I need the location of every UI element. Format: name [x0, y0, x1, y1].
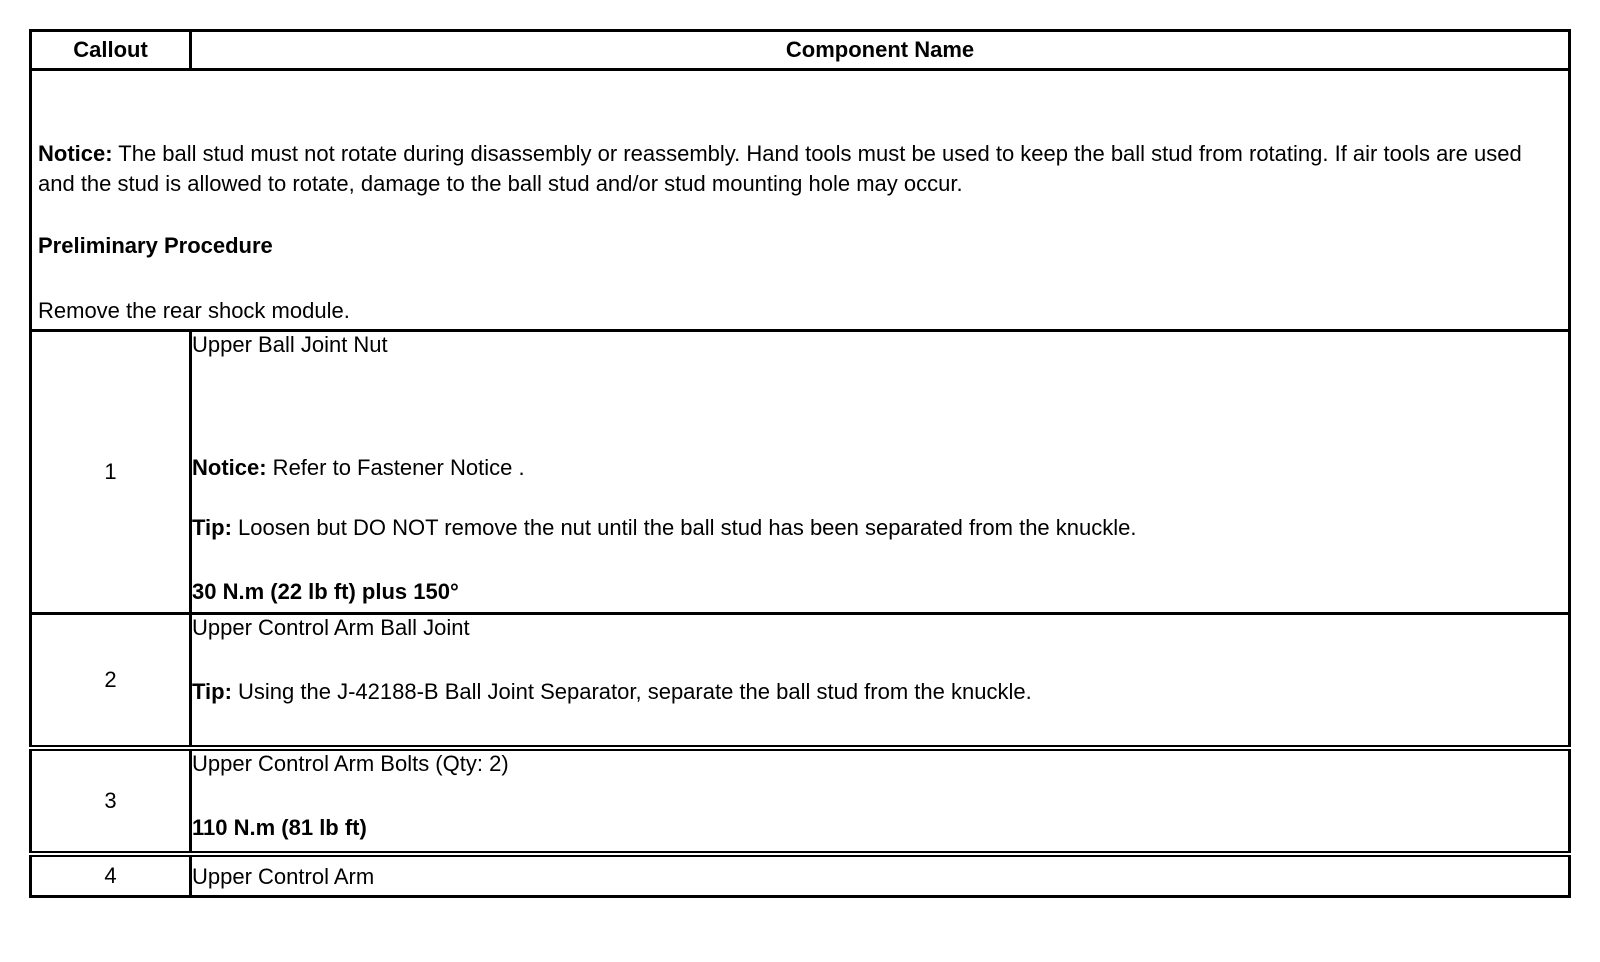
component-notice-label: Notice:	[192, 455, 267, 481]
component-notice	[192, 455, 1568, 481]
preliminary-procedure-text: Remove the rear shock module.	[38, 297, 350, 323]
torque-value: 110 N.m (81 lb ft)	[192, 815, 367, 841]
procedure-table	[29, 29, 1571, 898]
component-name: Upper Control Arm Ball Joint	[192, 615, 470, 640]
intro-row	[31, 70, 1570, 331]
table-row	[31, 748, 1570, 854]
component-name: Upper Ball Joint Nut	[192, 332, 388, 357]
torque-value: 30 N.m (22 lb ft) plus 150°	[192, 579, 459, 605]
callout-header: Callout	[31, 31, 191, 70]
callout-number: 3	[31, 748, 191, 854]
component-tip-text: Using the J-42188-B Ball Joint Separator, separate the ball stud from the knuckle.	[231, 679, 1032, 705]
component-cell	[191, 854, 1570, 897]
component-cell	[191, 331, 1570, 614]
intro-notice-text: The ball stud must not rotate during disassembly or reassembly. Hand tools must be used to keep the ball stud from rotating. If air tools are used and the stud is allowed to rotate, damage to the ball stud and/or stud mounting hole may occur.	[38, 141, 1522, 197]
intro-notice	[38, 139, 1562, 199]
component-cell	[191, 748, 1570, 854]
table-row	[31, 854, 1570, 897]
torque-spec	[192, 815, 1568, 841]
component-tip	[192, 679, 1568, 705]
intro-cell	[31, 70, 1570, 331]
component-name: Upper Control Arm Bolts (Qty: 2)	[192, 751, 509, 776]
component-tip-text: Loosen but DO NOT remove the nut until the ball stud has been separated from the knuckle.	[231, 514, 1137, 540]
callout-number: 4	[31, 854, 191, 897]
table-row	[31, 331, 1570, 614]
intro-notice-label: Notice:	[38, 141, 113, 167]
torque-spec	[192, 579, 1568, 605]
component-name: Upper Control Arm	[192, 863, 375, 889]
callout-number: 2	[31, 614, 191, 749]
table-row	[31, 614, 1570, 749]
component-cell	[191, 614, 1570, 749]
preliminary-procedure-heading: Preliminary Procedure	[38, 233, 273, 259]
callout-number: 1	[31, 331, 191, 614]
component-name-header: Component Name	[191, 31, 1570, 70]
component-tip	[192, 515, 1568, 541]
header-row	[31, 31, 1570, 70]
component-tip-label: Tip:	[192, 514, 232, 540]
component-tip-label: Tip:	[192, 679, 232, 705]
component-notice-text: Refer to Fastener Notice .	[266, 455, 525, 481]
